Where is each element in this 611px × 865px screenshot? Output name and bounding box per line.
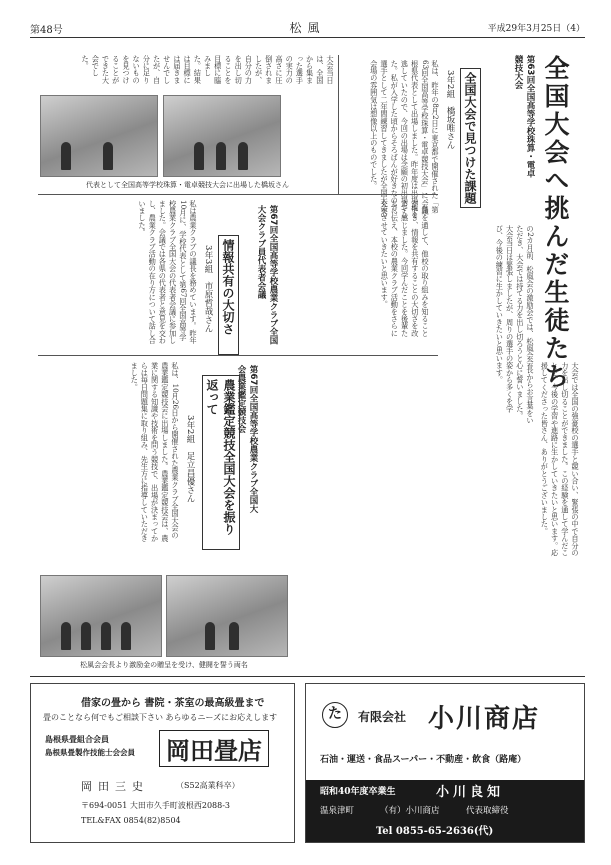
ad-left-owner: 岡田三史 bbox=[81, 780, 149, 793]
article3-event: 第67回全国高等学校農業クラブ全国大会農業鑑定競技会 bbox=[236, 365, 258, 513]
ad-left-shop-name: 岡田畳店 bbox=[159, 730, 269, 767]
article1-photo-right bbox=[163, 95, 281, 177]
ad-right-person: 小川良知 bbox=[436, 785, 505, 800]
ad-right-title-role: 代表取締役 bbox=[466, 806, 509, 816]
divider bbox=[338, 55, 339, 195]
ad-right-tel: Tel 0855-65-2636(代) bbox=[376, 826, 494, 837]
ad-left-assoc1: 島根県畳組合会員 bbox=[45, 734, 109, 744]
article1-photo-left bbox=[40, 95, 158, 177]
article1-author: 3年2組 橋坂唯さん bbox=[445, 70, 455, 149]
article2-event: 第67回全国高等学校農業クラブ全国大会クラブ員代表者会議 bbox=[256, 205, 278, 345]
article1-body3: の2カ月前、松風会の激励会では、松風会会長からお言葉をいただき、大会では持てる力を出し切ろうと心に誓いました。大会当日は緊張しましたが、周りの選手の姿から多くを学び、今後の練習に生かしていきたいと思います。 bbox=[495, 225, 535, 424]
paper-name: 松風 bbox=[289, 21, 326, 35]
article3-body1: 私は、10月26日から開催された農業クラブ全国大会の農業鑑定競技会に出場しました。農業鑑定競技会は、農業に関する知識や技術を問う競技で、出場が決まってからは毎日問題集に取り組み、先生方に指導していただきました。 bbox=[130, 362, 180, 542]
article3-photo-left bbox=[40, 575, 162, 657]
main-title: 全国大会へ挑んだ生徒たち bbox=[541, 55, 570, 391]
article2-body2: 会議を通して、他校の取り組みを知ることができ、情報を共有することの大切さを改めて感じました。今回学んだことを後輩たちに伝え、本校の農業クラブ活動をさらに充実させていきたいと思います。 bbox=[380, 200, 430, 337]
article3-caption: 松風会会長より激励金の贈呈を受け、健闘を誓う両名 bbox=[80, 661, 248, 669]
issue-number: 第48号 bbox=[30, 25, 63, 36]
article1-caption: 代表として全国高等学校珠算・電卓競技大会に出場した橋坂さん bbox=[86, 181, 289, 189]
article1-event: 第63回全国高等学校珠算・電卓競技大会 bbox=[513, 55, 535, 178]
article3-photo-right bbox=[166, 575, 288, 657]
ad-right-location: 温泉津町 bbox=[320, 806, 355, 816]
article1-headline: 全国大会で見つけた課題 bbox=[460, 68, 481, 208]
ad-left-tel: TEL&FAX 0854(82)8504 bbox=[81, 816, 181, 825]
article2-body1: 私は農業クラブの議長を務めています。昨年10月に、学校代表として第67回全国高等学校農業クラブ全国大会の代表者会議に参加しました。会議では各県の代表者と意見を交わし、農業クラブ活動の在り方について話し合いました。 bbox=[137, 200, 198, 344]
article3-headline: 農業鑑定競技全国大会を振り返って bbox=[202, 375, 240, 550]
ad-right-logo: た bbox=[322, 702, 348, 728]
divider bbox=[30, 676, 585, 677]
ad-left-address: 〒694-0051 大田市久手町波根西2088-3 bbox=[81, 801, 231, 810]
ad-okada-tatami bbox=[30, 683, 295, 843]
article2-author: 3年3組 市原哲哉さん bbox=[203, 245, 213, 333]
article2-headline: 情報共有の大切さ bbox=[218, 235, 239, 355]
issue-date: 平成29年3月25日（4） bbox=[487, 24, 585, 34]
ad-ogawa-shoten bbox=[305, 683, 585, 843]
article1-body1: 私は、昨年の8月2日に東京都で開催された「第63回全国高等学校珠算・電卓競技大会」に、島根県代表として出場しました。昨年度は出場権を逃していたので、今回の出場は念願の初出場でした。私が入学した頃からそろばんが好きなので、選手として二年間練習してきましたが全国大会の会場の雰囲気は想像以上のものでした。 bbox=[369, 60, 440, 219]
ad-left-owner-note: （S52高業科卒） bbox=[176, 781, 240, 790]
divider bbox=[38, 355, 438, 356]
article1-body2: 大会当日は、全国から集まった選手の実力の高さに圧倒されましたが、自分の力を出し切ることを目標に臨みました。結果は目標には届きませんでしたが、自分に足りないものを見つけることができた大会でした。 bbox=[81, 55, 335, 84]
article3-body2: 大会では全国の強豪校の選手と競い合い、緊張の中で自分の力を出し切ることができました。この経験を通して学んだことを、今後の学習や進路に生かしていきたいと思います。応援してくださった皆さん、ありがとうございました。 bbox=[540, 362, 580, 557]
ad-right-business: 石油・運送・食品スーパー・不動産・飲食（路庵） bbox=[320, 755, 527, 765]
ad-right-company-name: 小川商店 bbox=[428, 704, 541, 734]
ad-left-slogan2: 畳のことなら何でもご相談下さい あらゆるニーズにお応えします bbox=[43, 713, 278, 722]
ad-left-assoc2: 島根県畳製作技能士会会員 bbox=[45, 748, 135, 757]
page-header bbox=[30, 18, 585, 38]
ad-right-company-type: 有限会社 bbox=[358, 710, 407, 724]
ad-left-slogan1: 借家の畳から 書院・茶室の最高級畳まで bbox=[81, 698, 265, 709]
article3-body2-cont bbox=[260, 570, 580, 670]
divider bbox=[38, 194, 438, 195]
article3-author: 3年2組 足立昌優さん bbox=[185, 415, 195, 503]
ad-right-contact-box bbox=[306, 780, 584, 842]
ad-right-company-short: （有）小川商店 bbox=[380, 806, 440, 816]
ad-right-grad-line: 昭和40年度卒業生 bbox=[320, 787, 396, 797]
